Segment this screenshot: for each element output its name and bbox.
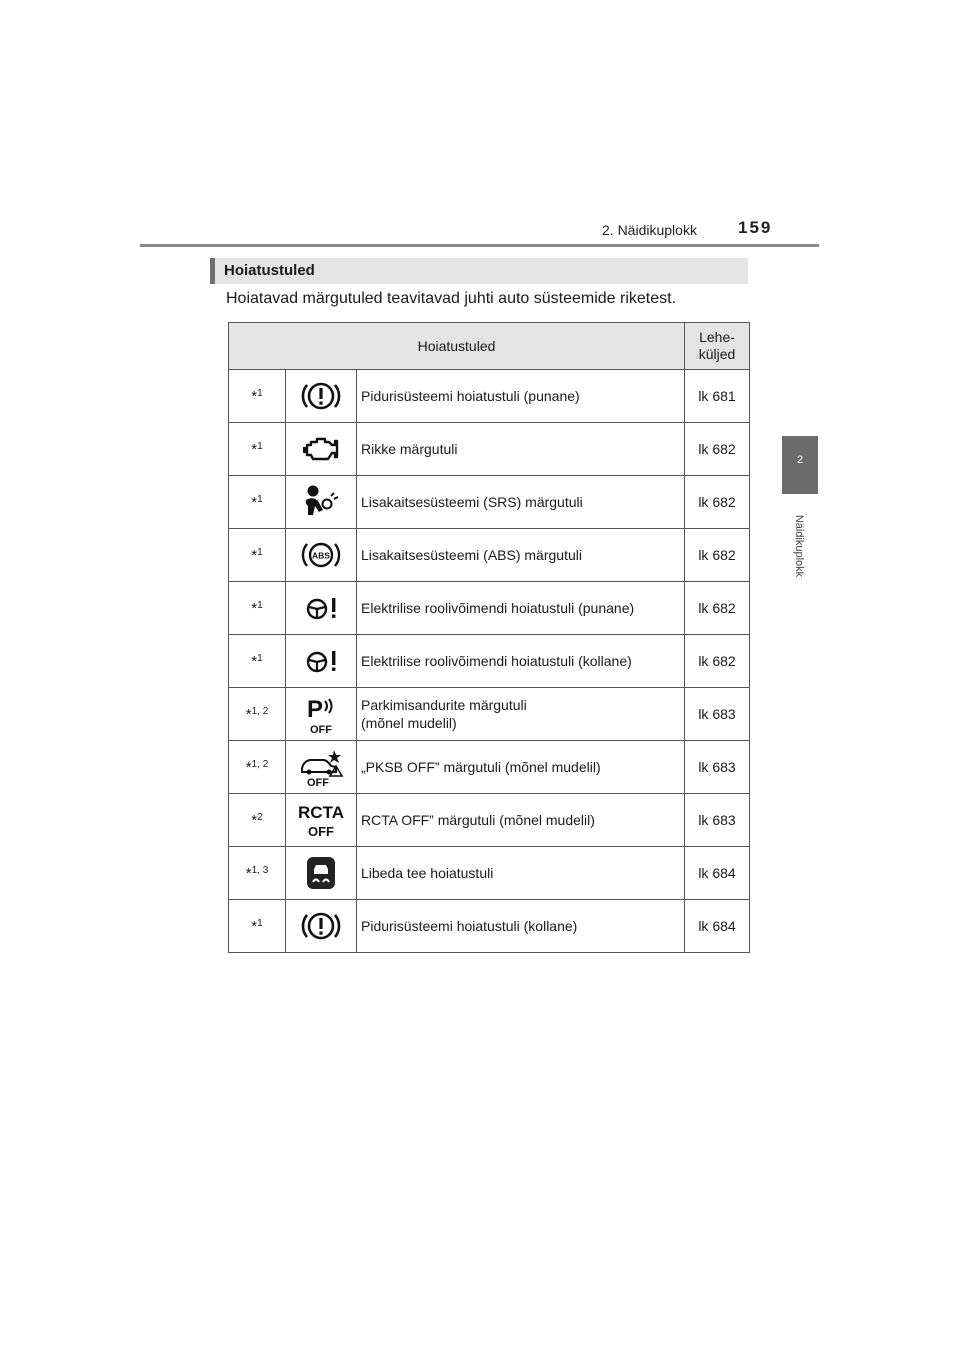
table-row bbox=[229, 582, 750, 635]
section-heading-bar bbox=[210, 258, 215, 284]
light-description: Parkimisandurite märgutuli (mõnel mudelil) bbox=[357, 688, 685, 741]
light-description: Libeda tee hoiatustuli bbox=[357, 847, 685, 900]
light-description: Elektrilise roolivõimendi hoiatustuli (kollane) bbox=[357, 635, 685, 688]
footnote-marker: *$^1$ bbox=[229, 423, 286, 476]
slippery-road-icon bbox=[286, 847, 357, 900]
table-row bbox=[229, 688, 750, 741]
brake-warning-icon bbox=[286, 370, 357, 423]
svg-text:OFF: OFF bbox=[308, 824, 334, 839]
footnote-marker: *$^1$ bbox=[229, 370, 286, 423]
light-description: Elektrilise roolivõimendi hoiatustuli (punane) bbox=[357, 582, 685, 635]
light-description: RCTA OFF” märgutuli (mõnel mudelil) bbox=[357, 794, 685, 847]
page-reference: lk 682 bbox=[685, 635, 750, 688]
footnote-number: 1 bbox=[257, 652, 263, 664]
footnote-number: 1 bbox=[257, 599, 263, 611]
warning-lights-table bbox=[228, 322, 750, 953]
table-row bbox=[229, 370, 750, 423]
table-row bbox=[229, 529, 750, 582]
light-description: Lisakaitsesüsteemi (ABS) märgutuli bbox=[357, 529, 685, 582]
table-header-row bbox=[229, 323, 750, 370]
footnote-marker: *$^2$ bbox=[229, 794, 286, 847]
light-description: „PKSB OFF” märgutuli (mõnel mudelil) bbox=[357, 741, 685, 794]
chapter-tab bbox=[782, 436, 818, 494]
page-reference: lk 683 bbox=[685, 688, 750, 741]
svg-text:OFF: OFF bbox=[310, 724, 332, 735]
footnote-number: 1 bbox=[257, 440, 263, 452]
power-steering-icon bbox=[286, 635, 357, 688]
chapter-tab-number: 2 bbox=[796, 454, 804, 466]
page-reference: lk 681 bbox=[685, 370, 750, 423]
light-description: Pidurisüsteemi hoiatustuli (kollane) bbox=[357, 900, 685, 953]
section-intro: Hoiatavad märgutuled teavitavad juhti auto süsteemide riketest. bbox=[226, 290, 677, 307]
light-description: Pidurisüsteemi hoiatustuli (punane) bbox=[357, 370, 685, 423]
page-reference: lk 682 bbox=[685, 423, 750, 476]
pksb-off-icon bbox=[286, 741, 357, 794]
srs-airbag-icon bbox=[286, 476, 357, 529]
table-row bbox=[229, 741, 750, 794]
footnote-marker: *$^1$ bbox=[229, 900, 286, 953]
footnote-marker: *$^{1, 2}$ bbox=[229, 688, 286, 741]
chapter-side-label bbox=[784, 504, 814, 624]
power-steering-icon bbox=[286, 582, 357, 635]
page-number: 159 bbox=[738, 218, 773, 237]
brake-warning-icon bbox=[286, 900, 357, 953]
footnote-number: 1, 2 bbox=[251, 758, 269, 770]
check-engine-icon bbox=[286, 423, 357, 476]
parking-sensor-off-icon bbox=[286, 688, 357, 741]
footnote-marker: *$^{1, 2}$ bbox=[229, 741, 286, 794]
page-reference: lk 684 bbox=[685, 900, 750, 953]
table-row bbox=[229, 476, 750, 529]
col-header-lights: Hoiatustuled bbox=[229, 323, 685, 370]
page-reference: lk 682 bbox=[685, 582, 750, 635]
table-row bbox=[229, 635, 750, 688]
page-reference: lk 684 bbox=[685, 847, 750, 900]
svg-text:OFF: OFF bbox=[307, 777, 329, 788]
section-heading bbox=[210, 258, 748, 284]
page-reference: lk 682 bbox=[685, 476, 750, 529]
col-header-pages: Lehe- küljed bbox=[685, 323, 750, 370]
page-reference: lk 683 bbox=[685, 741, 750, 794]
svg-text:P: P bbox=[307, 696, 324, 723]
footnote-marker: *$^1$ bbox=[229, 529, 286, 582]
footnote-number: 1 bbox=[257, 493, 263, 505]
page-reference: lk 683 bbox=[685, 794, 750, 847]
light-description: Rikke märgutuli bbox=[357, 423, 685, 476]
rcta-off-icon bbox=[286, 794, 357, 847]
table-row bbox=[229, 847, 750, 900]
chapter-side-label-text: Näidikuplokk bbox=[793, 514, 805, 578]
header-rule bbox=[140, 244, 819, 247]
running-header-section: 2. Näidikuplokk bbox=[602, 222, 697, 238]
svg-text:RCTA: RCTA bbox=[298, 803, 344, 822]
section-heading-text: Hoiatustuled bbox=[224, 262, 315, 279]
page-reference: lk 682 bbox=[685, 529, 750, 582]
table-row bbox=[229, 794, 750, 847]
footnote-number: 1 bbox=[257, 917, 263, 929]
footnote-number: 2 bbox=[257, 811, 263, 823]
footnote-number: 1, 2 bbox=[251, 705, 269, 717]
footnote-number: 1 bbox=[257, 546, 263, 558]
footnote-number: 1 bbox=[257, 387, 263, 399]
footnote-marker: *$^1$ bbox=[229, 476, 286, 529]
abs-icon bbox=[286, 529, 357, 582]
light-description: Lisakaitsesüsteemi (SRS) märgutuli bbox=[357, 476, 685, 529]
footnote-number: 1, 3 bbox=[251, 864, 269, 876]
table-row bbox=[229, 900, 750, 953]
footnote-marker: *$^1$ bbox=[229, 635, 286, 688]
svg-text:ABS: ABS bbox=[312, 550, 330, 561]
footnote-marker: *$^1$ bbox=[229, 582, 286, 635]
footnote-marker: *$^{1, 3}$ bbox=[229, 847, 286, 900]
table-row bbox=[229, 423, 750, 476]
